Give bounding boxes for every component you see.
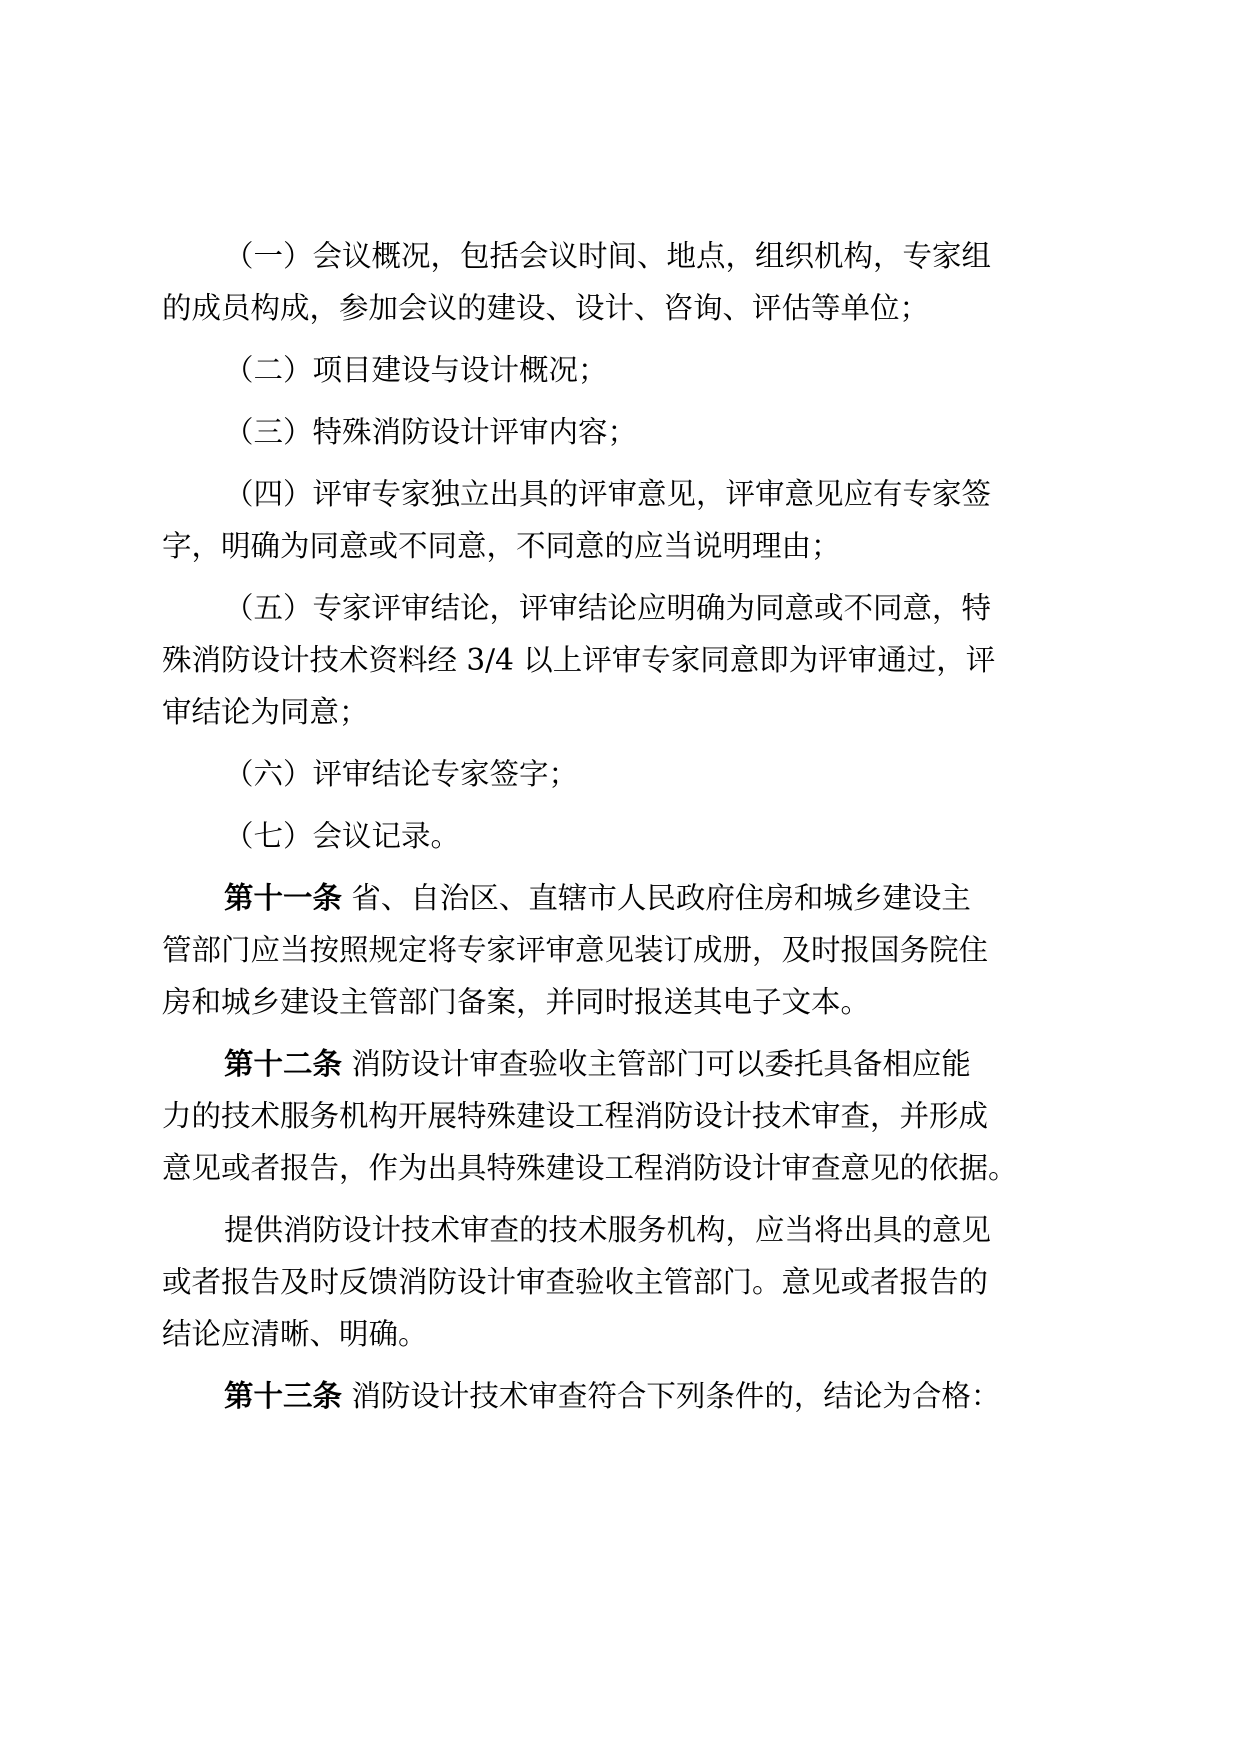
text-line: 或者报告及时反馈消防设计审查验收主管部门。意见或者报告的 — [162, 1265, 989, 1299]
article-12-heading: 第十二条 — [224, 1047, 343, 1081]
text-line: 字，明确为同意或不同意，不同意的应当说明理由； — [162, 529, 841, 563]
text-line: 结论应清晰、明确。 — [162, 1317, 428, 1351]
list-item-review-conclusion: （五）专家评审结论，评审结论应明确为同意或不同意，特 — [224, 591, 992, 625]
text-line: 殊消防设计技术资料经 3/4 以上评审专家同意即为评审通过，评 — [162, 643, 996, 677]
article-12: 第十二条 消防设计审查验收主管部门可以委托具备相应能 — [224, 1047, 971, 1081]
text-line: 审结论为同意； — [162, 695, 369, 729]
paragraph-start: 提供消防设计技术审查的技术服务机构，应当将出具的意见 — [224, 1213, 992, 1247]
article-13: 第十三条 消防设计技术审查符合下列条件的，结论为合格： — [224, 1379, 1001, 1413]
list-item-expert-opinions: （四）评审专家独立出具的评审意见，评审意见应有专家签 — [224, 477, 992, 511]
list-item-meeting-minutes: （七）会议记录。 — [224, 819, 461, 853]
list-item-meeting-overview: （一）会议概况，包括会议时间、地点，组织机构，专家组 — [224, 239, 992, 273]
text-line: 房和城乡建设主管部门备案，并同时报送其电子文本。 — [162, 985, 871, 1019]
list-item-review-content: （三）特殊消防设计评审内容； — [224, 415, 638, 449]
article-13-heading: 第十三条 — [224, 1379, 343, 1413]
text-line: 的成员构成，参加会议的建设、设计、咨询、评估等单位； — [162, 291, 930, 325]
article-11: 第十一条 省、自治区、直辖市人民政府住房和城乡建设主 — [224, 881, 971, 915]
article-11-heading: 第十一条 — [224, 881, 343, 915]
list-item-project-overview: （二）项目建设与设计概况； — [224, 353, 608, 387]
text-line: 意见或者报告，作为出具特殊建设工程消防设计审查意见的依据。 — [162, 1151, 1018, 1185]
text-line: 管部门应当按照规定将专家评审意见装订成册，及时报国务院住 — [162, 933, 989, 967]
text-line: 力的技术服务机构开展特殊建设工程消防设计技术审查，并形成 — [162, 1099, 989, 1133]
list-item-expert-signature: （六）评审结论专家签字； — [224, 757, 579, 791]
